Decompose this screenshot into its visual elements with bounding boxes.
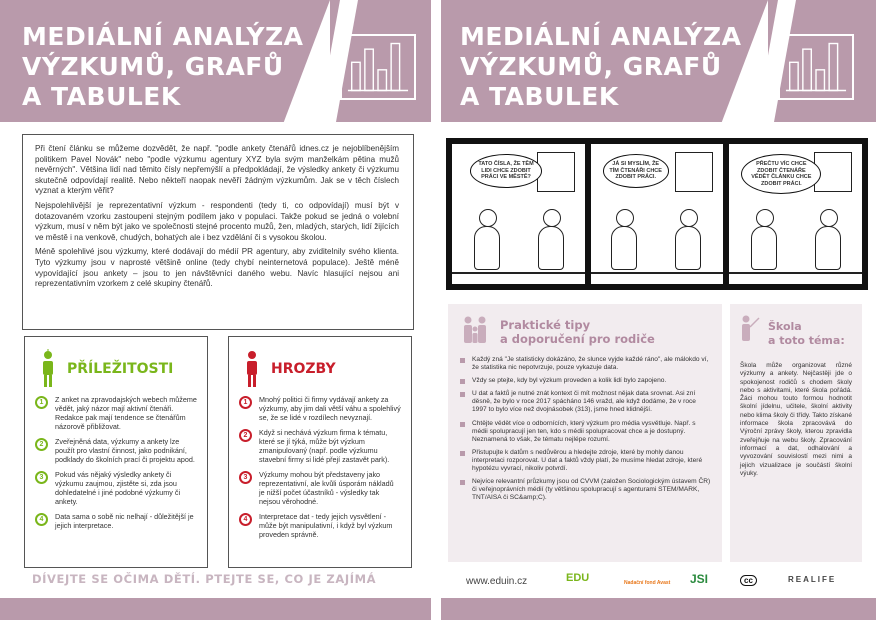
intro-paragraph: Méně spolehlivé jsou výzkumy, které dodávají do médií PR agentury, aby zviditelnily svého klienta. Tyto výzkumy jsou v naprosté většině online (tedy chybí neinternetová populace). Ještě méně vypovídající jsou ankety – jsou to jen návštěvníci daného webu. Navíc hlasující nejsou ani reprezentativním vzorkem z celé skupiny čtenářů. [35,247,399,289]
person-red-icon [243,349,261,389]
comic-figure [474,226,500,270]
avast-logo: Nadační fond Avast [624,580,671,586]
realife-logo: REALIFE [788,575,837,584]
bottom-bar [438,598,876,620]
list-item [239,428,401,464]
comic-figure [675,226,701,270]
item-number: 4 [35,513,48,526]
item-text: Mnohý politici či firmy vydávají ankety za výzkumy, aby jim dali větší váhu a spolehlivý se, že se lidé v rozdílech nevyznají. [259,395,401,422]
list-item [239,470,401,506]
school-box [730,304,862,562]
comic-strip [446,138,868,290]
item-number: 4 [239,513,252,526]
speech-bubble: JÁ SI MYSLÍM, ŽE TÍM ČTENÁŘI CHCE ZDOBIT PRÁCI. [603,154,669,188]
bar-chart-icon [778,34,854,100]
title-line-2: VÝZKUMŮ, GRAFŮ [22,52,284,81]
item-text: Výzkumy mohou být představeny jako reprezentativní, ale kvůli úsporám nákladů je nižší počet účastníků - výsledky tak nejsou věrohodné. [259,470,394,506]
tips-title-line: a doporučení pro rodiče [500,332,655,346]
list-item [35,470,197,506]
item-text: Interpretace dat - tedy jejich vysvětlení - může být manipulativní, i když byl výzkum proveden správně. [259,512,393,539]
item-text: Data sama o sobě nic nelhají - důležitější je jejich interpretace. [55,512,194,530]
school-text: Škola může organizovat různé výzkumy a ankety. Nejčastěji jde o spokojenost rodičů s chodem školy nebo s aktivitami, které škola pořádá. Žáci mohou touto formou hodnotit školní jídelnu, učitele, školní aktivity nebo klima školy či třídy. Takto získané informace škola zpracovává do Výroční zprávy školy, kterou zpravidla zveřejňuje na webu školy. Zpracování informací a dat, odhalování a vyvozování souvislostí mezi nimi a jejich vizualizace je součástí školní výuky. [740,362,852,477]
slogan: DÍVEJTE SE OČIMA DĚTÍ. PTEJTE SE, CO JE ZAJÍMÁ [32,572,377,586]
jsi-logo: JSI [690,572,709,586]
item-text: Z anket na zpravodajských webech můžeme vědět, jaký názor mají aktivní čtenáři. Redakce pak mají tendence se čtenářům názorově přibližovat. [55,395,197,431]
list-item: Vždy se ptejte, kdy byl výzkum proveden a kolik lidí bylo zapojeno. [460,377,712,385]
comic-panel [591,144,724,284]
speech-bubble: TATO ČÍSLA, ŽE TĚM LIDI CHCE ZDOBIT PRÁCI VE MĚSTĚ? [470,154,542,188]
list-item: U dat a faktů je nutné znát kontext či mít možnost nějak data srovnat. Asi zní děsně, že bylo v roce 2017 spácháno 146 vražd, ale když dodáme, že v roce 1997 to bylo více než dvojnásobek (313), jsme hned klidnější. [460,390,712,414]
item-text: Pokud vás nějaký výsledky ankety či výzkumu zaujmou, zjistěte si, zda jsou dohledatelné i jiné podobné výzkumy či ankety. [55,470,181,506]
item-text: Zveřejněná data, výzkumy a ankety lze použít pro vlastní činnost, jako podnikání, podklady do školních prací či projektu apod. [55,437,195,464]
opportunities-title: PŘÍLEŽITOSTI [67,361,174,377]
footer [438,566,876,596]
list-item: Chtějte vědět více o odbornících, který výzkum pro média vysvětluje. Např. s médii spolupracují jen ten, kdo s médii spolupracovat chce a je dostupný. Neznamená to však, že tématu nejlépe rozumí. [460,420,712,444]
threats-box [228,336,412,568]
list-item [239,395,401,422]
list-item [35,395,197,431]
item-number: 3 [35,471,48,484]
right-page [438,0,876,620]
title-line-3: A TABULEK [22,82,181,111]
intro-paragraph: Nejspolehlivější je reprezentativní výzkum - respondenti (tedy ti, co odpovídají) musí být v dotazovaném vzorku zastoupeni stejným podílem jako v populaci. Takže pokud se jedná o volební výzkum, musí v něm být jako ve společnosti stejné procento mužů, žen, mladých, starých, lidí žijících ve městě i na venkově, chudých, bohatých ale i bez vzdělání či s vysokou školou. [35,200,399,242]
item-text: Když si nechává výzkum firma k tématu, které se jí týká, může být výzkum zmanipulovaný (např. podle výzkumu stavební firmy si lidé přejí zastavět park). [259,428,390,464]
header [0,0,438,122]
page-title [460,22,741,112]
title-line-3: A TABULEK [460,82,619,111]
tips-list [460,356,712,502]
comic-figure [751,226,777,270]
tips-title-line: Praktické tipy [500,318,591,332]
cc-license-logo: cc [740,575,757,586]
comic-figure [815,226,841,270]
edu-logo: EDU [566,572,590,584]
item-number: 3 [239,471,252,484]
tips-title [500,318,655,346]
school-title [768,320,845,348]
tips-box [448,304,722,562]
comic-table [591,272,724,274]
comic-figure [611,226,637,270]
title-line-1: MEDIÁLNÍ ANALÝZA [460,22,742,51]
item-number: 2 [239,429,252,442]
comic-panel [729,144,862,284]
list-item [239,512,401,539]
list-item: Nejvíce relevantní průzkumy jsou od CVVM (založen Sociologickým ústavem ČR) či veřejnoprávních médií (ty většinou spolupracují s agenturami STEM/MARK, TNT/AISA či SC&amp;C). [460,478,712,502]
teacher-icon [738,314,760,342]
comic-panel [452,144,585,284]
list-item: Přistupujte k datům s nedůvěrou a hledejte zdroje, které by mohly danou interpretaci rozporovat. U dat a faktů vždy platí, že musíme hledat zdroje, které hypotézu vyvrací, nikoliv potvrdí. [460,449,712,473]
page-gutter [431,0,441,620]
school-title-line: Škola [768,320,802,333]
comic-table [452,272,585,274]
title-line-1: MEDIÁLNÍ ANALÝZA [22,22,304,51]
comic-figure [538,226,564,270]
person-green-icon [39,349,57,389]
title-line-2: VÝZKUMŮ, GRAFŮ [460,52,722,81]
family-icon [460,314,490,344]
comic-window [675,152,713,192]
comic-table [729,272,862,274]
item-number: 2 [35,438,48,451]
bar-chart-icon [340,34,416,100]
header [438,0,876,122]
list-item [35,437,197,464]
threats-title: HROZBY [271,361,336,377]
speech-bubble: PŘEČTU VÍC CHCE ZDOBIT ČTENÁŘE VĚDĚT ČLÁNKU CHCE ZDOBIT PRÁCI. [741,154,821,194]
website-link[interactable]: www.eduin.cz [466,576,528,587]
intro-text-box [22,134,414,330]
comic-window [537,152,575,192]
list-item: Každý zná "Je statisticky dokázáno, že slunce vyjde každé ráno", ale málokdo ví, že statistika nic nepotvrzuje, pouze vykazuje data. [460,356,712,372]
opportunities-box [24,336,208,568]
page-title [22,22,303,112]
intro-paragraph: Při čtení článku se můžeme dozvědět, že např. "podle ankety čtenářů idnes.cz je nejoblíbenějším politikem Pavel Novák" nebo "podle výzkumu agentury XYZ byla svým manželkám pětina mužů nevěrných". Většina lidí nad těmito čísly nepřemýšlí a předpokládají, že výsledky ankety či výzkumu skutečně odpovídají realitě. Nebo někteří naopak nevěří žádným výzkumům. Jak se v těch číslech vyznat a kterým věřit? [35,144,399,196]
item-number: 1 [239,396,252,409]
bottom-bar [0,598,438,620]
school-title-line: a toto téma: [768,334,845,347]
item-number: 1 [35,396,48,409]
list-item [35,512,197,530]
